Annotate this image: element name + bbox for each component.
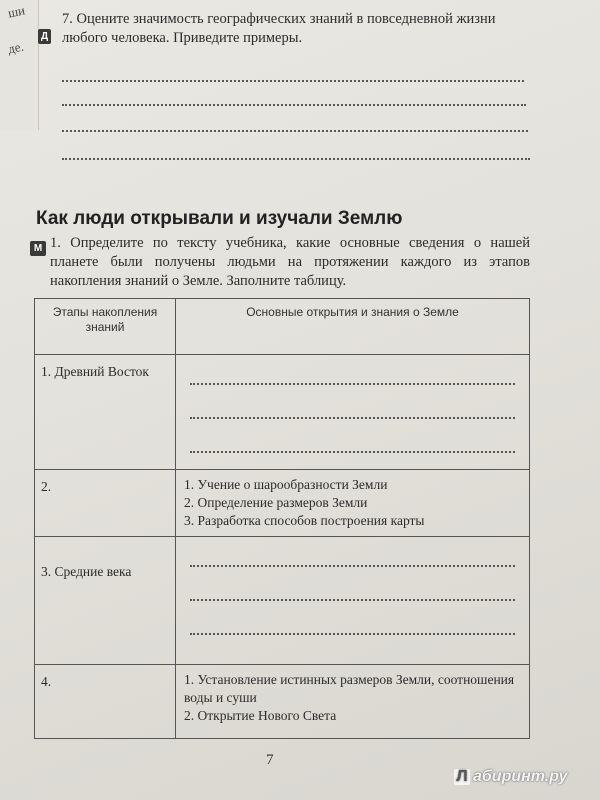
edge-text-line1: ши <box>6 2 27 21</box>
answer-line <box>190 361 515 385</box>
question-7-text: 7. Оцените значимость географических знаний в повседневной жизни любого человека. Приведите примеры. <box>62 11 496 46</box>
table-row <box>35 355 530 470</box>
answer-line <box>62 130 528 132</box>
previous-page-edge <box>0 0 39 130</box>
table-row <box>35 537 530 665</box>
task-1-text: 1. Определите по тексту учебника, какие основные сведения о нашей планете были получены людьми на протяжении каждого из этапов накопления знаний о Земле. Заполните таблицу. <box>50 235 530 289</box>
answer-line <box>190 543 515 567</box>
header-stages: Этапы накопления знаний <box>35 299 176 355</box>
watermark-text: абиринт.ру <box>473 768 568 785</box>
stage-cell: 3. Средние века <box>35 537 176 665</box>
section-title: Как люди открывали и изучали Землю <box>36 208 403 229</box>
table-header-row <box>35 299 530 355</box>
labirint-logo-icon: Л <box>454 769 470 785</box>
m-badge-icon: М <box>30 241 46 256</box>
list-item: 2. Определение размеров Земли <box>184 495 368 510</box>
answer-line <box>190 429 515 453</box>
answer-line <box>190 395 515 419</box>
stage-cell: 1. Древний Восток <box>35 355 176 470</box>
table-row <box>35 665 530 739</box>
answer-line <box>62 158 530 160</box>
list-item: 1. Учение о шарообразности Земли <box>184 477 388 492</box>
header-discoveries: Основные открытия и знания о Земле <box>176 299 530 355</box>
discoveries-cell-empty[interactable] <box>176 537 530 665</box>
stage-cell: 4. <box>35 665 176 739</box>
answer-line <box>62 80 524 82</box>
discoveries-cell <box>176 665 530 739</box>
stage-cell: 2. <box>35 470 176 537</box>
knowledge-stages-table <box>34 298 530 739</box>
edge-text-line2: де. <box>6 38 25 57</box>
answer-line <box>190 577 515 601</box>
discoveries-cell <box>176 470 530 537</box>
d-badge-icon: Д <box>38 29 51 44</box>
list-item: 1. Установление истинных размеров Земли, соотношения воды и суши <box>184 672 515 705</box>
page-number: 7 <box>266 752 274 768</box>
discoveries-cell-empty[interactable] <box>176 355 530 470</box>
table-row <box>35 470 530 537</box>
list-item: 3. Разработка способов построения карты <box>184 513 425 528</box>
answer-line <box>190 611 515 635</box>
list-item: 2. Открытие Нового Света <box>184 708 337 723</box>
labirint-watermark <box>454 768 568 786</box>
answer-line <box>62 104 526 106</box>
